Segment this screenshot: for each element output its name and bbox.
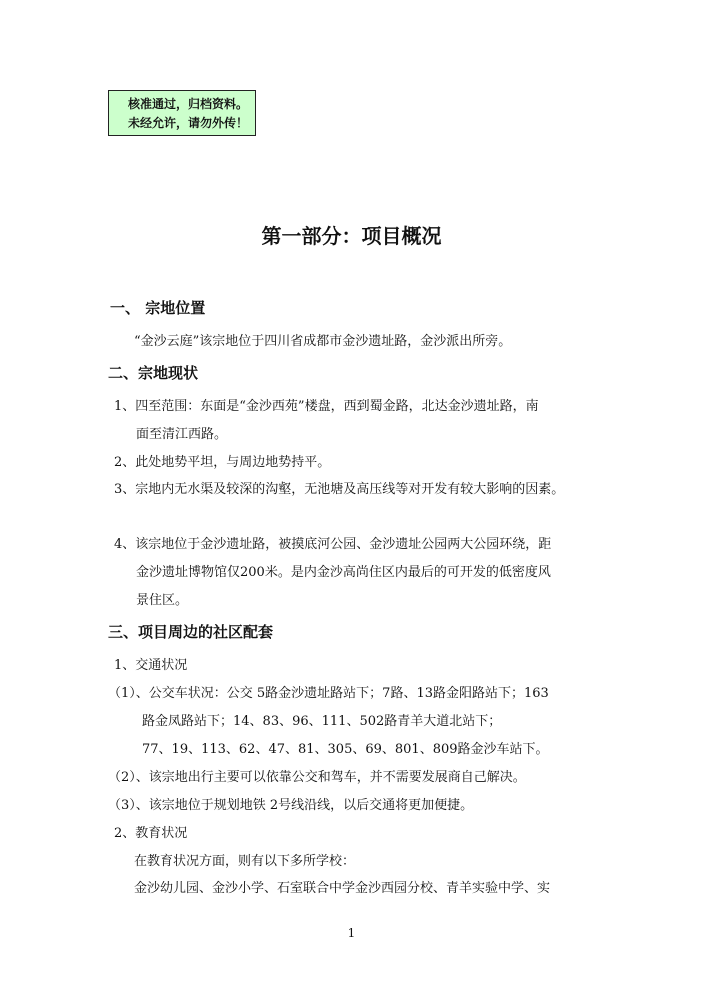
paragraph: “金沙云庭”该宗地位于四川省成都市金沙遗址路，金沙派出所旁。 bbox=[134, 334, 512, 349]
list-item-continuation: 金沙遗址博物馆仅200米。是内金沙高尚住区内最后的可开发的低密度风 bbox=[136, 565, 551, 580]
list-item: 1、交通状况 bbox=[114, 658, 188, 673]
page-title: 第一部分：项目概况 bbox=[261, 224, 442, 248]
section-heading-2: 二、宗地现状 bbox=[108, 364, 199, 382]
section-heading-3: 三、项目周边的社区配套 bbox=[108, 623, 274, 641]
list-item-continuation: 面至清江西路。 bbox=[136, 427, 228, 442]
paragraph: 在教育状况方面，则有以下多所学校： bbox=[134, 854, 356, 869]
list-item-continuation: 路金凤路站下；14、83、96、111、502路青羊大道北站下； bbox=[142, 714, 502, 729]
list-item: 3、宗地内无水渠及较深的沟壑，无池塘及高压线等对开发有较大影响的因素。 bbox=[114, 482, 565, 497]
list-item: 4、该宗地位于金沙遗址路，被摸底河公园、金沙遗址公园两大公园环绕，距 bbox=[114, 537, 552, 552]
archive-stamp-note bbox=[108, 90, 256, 136]
list-item: 2、教育状况 bbox=[114, 826, 188, 841]
list-item: （3）、该宗地位于规划地铁 2号线沿线，以后交通将更加便捷。 bbox=[108, 798, 474, 813]
list-item: 1、四至范围：东面是“金沙西苑”楼盘，西到蜀金路，北达金沙遗址路，南 bbox=[114, 399, 539, 414]
list-item-continuation: 景住区。 bbox=[136, 593, 189, 608]
stamp-line-1: 核准通过，归档资料。 bbox=[128, 97, 249, 111]
stamp-line-2: 未经允许，请勿外传！ bbox=[128, 116, 249, 130]
list-item: 2、此处地势平坦，与周边地势持平。 bbox=[114, 455, 331, 470]
list-item: （2）、该宗地出行主要可以依靠公交和驾车，并不需要发展商自己解决。 bbox=[108, 770, 526, 785]
paragraph: 金沙幼儿园、金沙小学、石室联合中学金沙西园分校、青羊实验中学、实 bbox=[134, 881, 551, 896]
list-item-continuation: 77、19、113、62、47、81、305、69、801、809路金沙车站下。 bbox=[142, 742, 549, 757]
page-number: 1 bbox=[347, 926, 356, 940]
list-item: （1）、公交车状况：公交 5路金沙遗址路站下；7路、13路金阳路站下；163 bbox=[108, 686, 549, 701]
section-heading-1: 一、 宗地位置 bbox=[110, 299, 206, 317]
